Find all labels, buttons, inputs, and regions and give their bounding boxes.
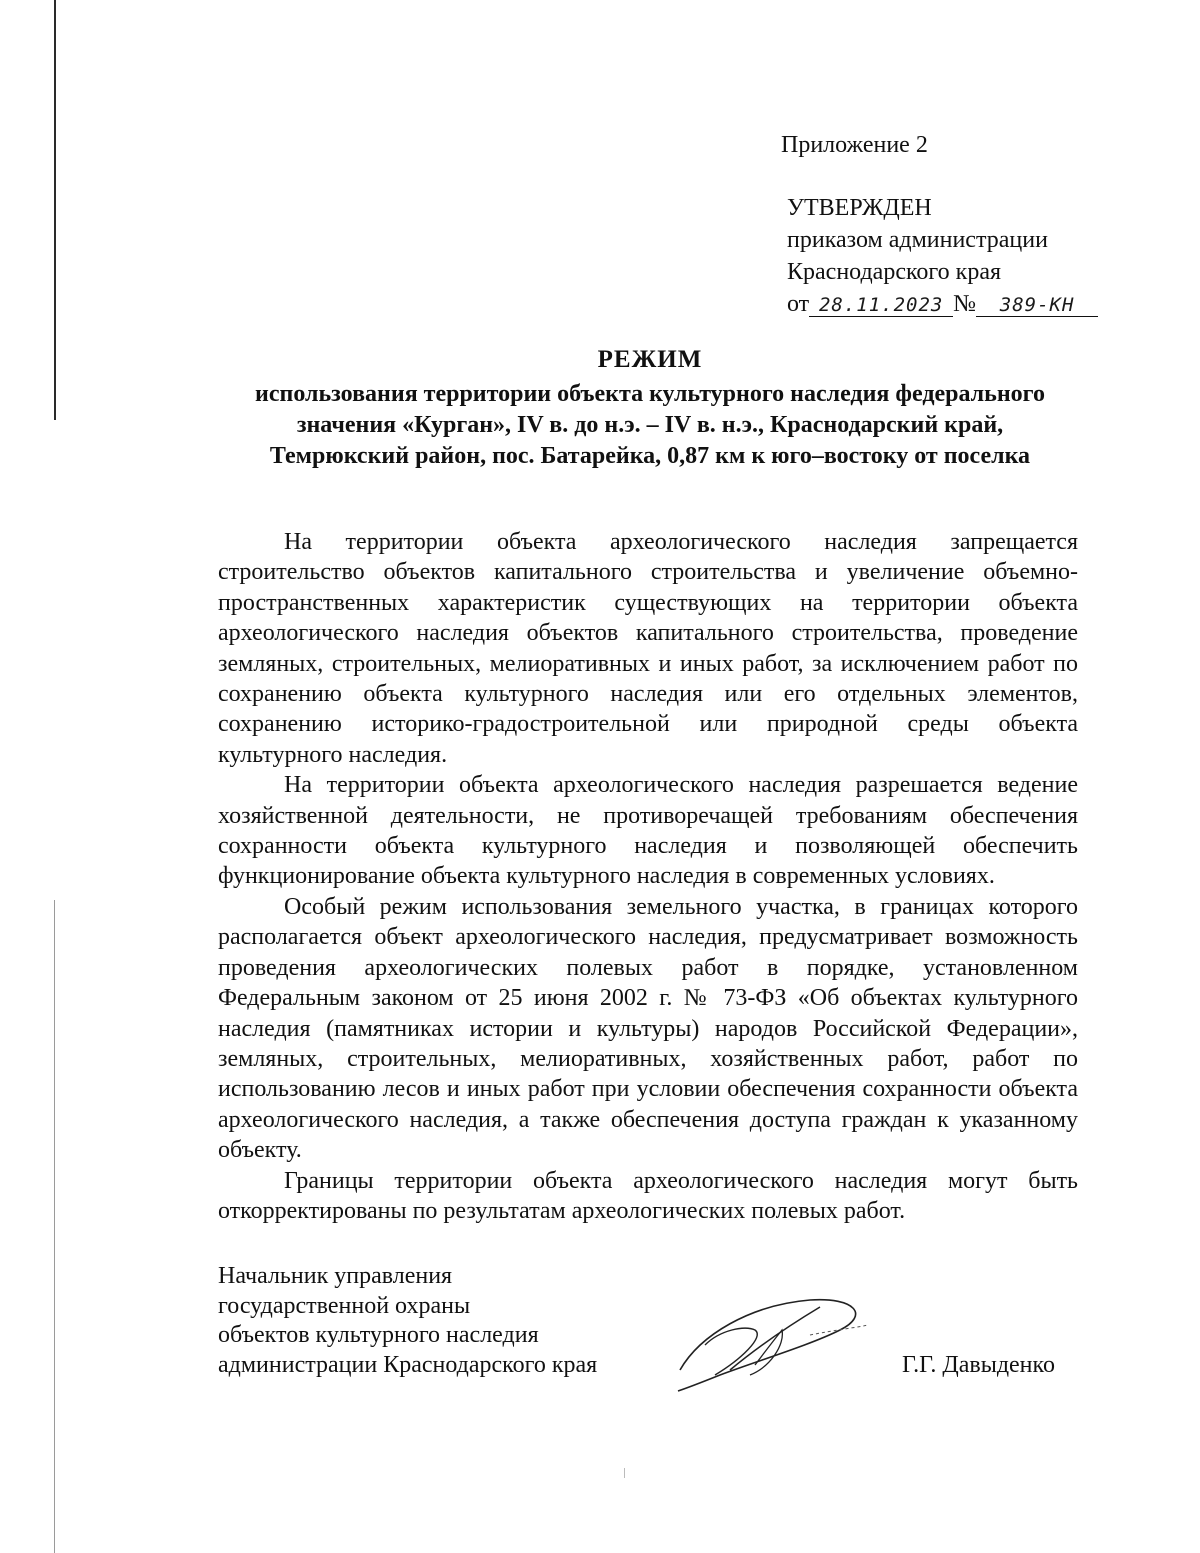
region-label: Краснодарского края [787, 259, 1002, 285]
approval-block [787, 192, 1147, 320]
title-line-1: использования территории объекта культурного наследия федерального [255, 381, 1045, 407]
handwritten-date: 28.11.2023 [809, 294, 953, 317]
signatory-line-3: объектов культурного наследия [218, 1322, 539, 1348]
title-line-3: Темрюкский район, пос. Батарейка, 0,87 км к юго–востоку от поселка [269, 443, 1031, 469]
by-order-label: приказом администрации [787, 227, 1048, 253]
signatory-line-4: администрации Краснодарского края [218, 1351, 598, 1378]
signatory-name: Г.Г. Давыденко [902, 1352, 1055, 1378]
scan-edge-shadow [54, 0, 56, 420]
handwritten-number: 389-КН [976, 294, 1098, 317]
signatory-position [218, 1262, 597, 1380]
signature-icon [660, 1275, 880, 1395]
scan-edge-shadow-lower [54, 900, 55, 1553]
signatory-line-2: государственной охраны [218, 1292, 471, 1319]
order-line [787, 288, 1147, 320]
paragraph-3: Особый режим использования земельного участка, в границах которого располагается объект археологического наследия, предусматривает возможность проведения археологических полевых работ в порядке, установленном Федеральным законом от 25 июня 2002 г. № 73-ФЗ «Об объектах культурного наследия (памятниках истории и культуры) народов Российской Федерации», земляных, строительных, мелиоративных, хозяйственных работ, работ по использованию лесов и иных работ при условии обеспечения сохранности объекта археологического наследия, а также обеспечения доступа граждан к указанному объекту. [218, 893, 1078, 1164]
appendix-label: Приложение 2 [781, 132, 928, 158]
paragraph-4: Границы территории объекта археологического наследия могут быть откорректированы по результатам археологических полевых работ. [218, 1167, 1078, 1224]
document-body [218, 527, 1078, 1226]
signatory-line-1: Начальник управления [218, 1263, 453, 1289]
scan-speck [624, 1468, 625, 1478]
number-prefix: № [953, 291, 977, 317]
document-title [160, 344, 1140, 472]
title-line-2: значения «Курган», IV в. до н.э. – IV в. н.э., Краснодарский край, [296, 412, 1004, 438]
approved-label: УТВЕРЖДЕН [787, 195, 932, 221]
paragraph-2: На территории объекта археологического наследия разрешается ведение хозяйственной деятельности, не противоречащей требованиям обеспечения сохранности объекта культурного наследия и позволяющей обеспечить функционирование объекта культурного наследия в современных условиях. [218, 772, 1078, 890]
from-prefix: от [787, 291, 810, 317]
paragraph-1: На территории объекта археологического наследия запрещается строительство объектов капитального строительства и увеличение объемно-пространственных характеристик существующих на территории объекта археологического наследия объектов капитального строительства, проведение земляных, строительных, мелиоративных и иных работ, за исключением работ по сохранению объекта культурного наследия или его отдельных элементов, сохранению историко-градостроительной или природной среды объекта культурного наследия. [218, 529, 1078, 768]
title-main: РЕЖИМ [597, 346, 703, 373]
